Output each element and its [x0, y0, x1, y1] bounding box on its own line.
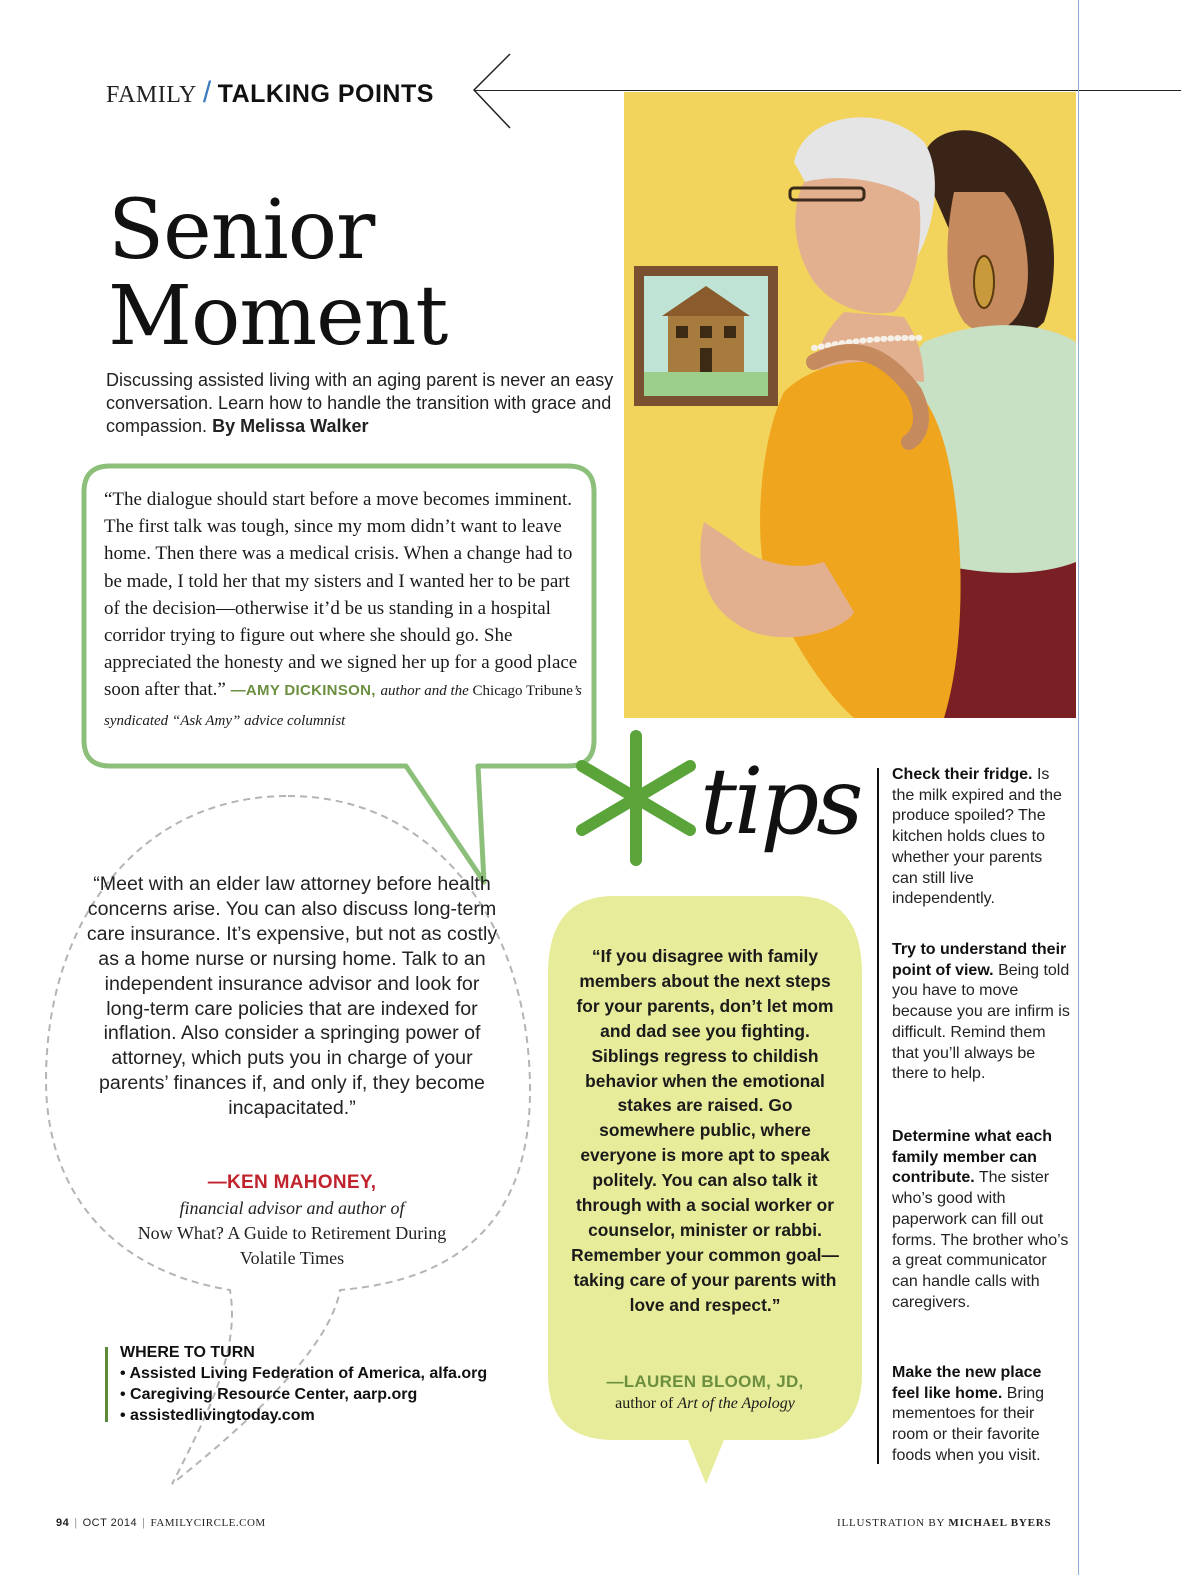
dek-text: Discussing assisted living with an aging parent is never an easy conversation. Learn how to handle the transition with grace and compassion. — [106, 370, 614, 436]
section-slash: / — [202, 76, 212, 109]
tip-heading: Try to understand their point of view. — [892, 941, 1067, 979]
tip-body: The sister who’s good with paperwork can fill out forms. The brother who’s a great communicator can handle calls with caregivers. — [892, 1169, 1069, 1311]
where-to-turn-item: • Caregiving Resource Center, aarp.org — [120, 1386, 418, 1403]
section-talking-points: TALKING POINTS — [217, 80, 434, 108]
quote-dickinson-text: “The dialogue should start before a move becomes imminent. The first talk was tough, since my mom didn’t want to leave home. Then there was a medical crisis. When a change had to be made, I told her that my sisters and I wanted her to be part of the decision—otherwise it’d be us standing in a hospital corridor trying to figure out where she should go. She appreciated the honesty and we signed her up for a good place soon after that.” — [104, 489, 578, 701]
role-publication: Chicago Tribune — [472, 683, 573, 700]
quote-mahoney-text: “Meet with an elder law attorney before health concerns arise. You can also discuss long-term care insurance. It’s expensive, but not as costly as a home nurse or nursing home. Talk to an independent insurance advisor and look for long-term care policies that are indexed for inflation. Also consider a springing power of attorney, which puts you in charge of your parents’ finances if, and only if, they become incapacitated.” — [86, 873, 498, 1120]
tip-body: Is the milk expired and the produce spoiled? The kitchen holds clues to whether your parents can still live independently. — [892, 766, 1062, 908]
tip-item — [892, 940, 1070, 1085]
quote-bloom-text: “If you disagree with family members about the next steps for your parents, don’t let mom and dad see you fighting. Siblings regress to childish behavior when the emotional stakes are raised. Go somewhere public, where everyone is more apt to speak politely. You can also talk it through with a social worker or counselor, minister or rabbi. Remember your common goal—taking care of your parents with love and respect.” — [571, 946, 839, 1315]
tips-heading: tips — [700, 748, 861, 855]
where-to-turn — [120, 1342, 487, 1426]
website: FAMILYCIRCLE.COM — [150, 1517, 266, 1529]
mahoney-role: financial advisor and author of — [179, 1198, 405, 1218]
credit-label: ILLUSTRATION BY — [837, 1517, 945, 1529]
credit-name: MICHAEL BYERS — [948, 1517, 1052, 1529]
tip-heading: Make the new place feel like home. — [892, 1364, 1042, 1402]
page-edge-rule — [1078, 0, 1079, 1575]
quote-bloom-name: —LAUREN BLOOM, JD, — [606, 1372, 804, 1391]
asterisk-icon — [566, 728, 706, 868]
tip-body: Being told you have to move because you are infirm is difficult. Remind them that you’ll always be there to help. — [892, 961, 1070, 1083]
quote-dickinson — [104, 486, 584, 735]
bloom-book: Art of the Apology — [677, 1395, 795, 1412]
role-prefix: author and the — [380, 683, 469, 700]
byline: By Melissa Walker — [212, 416, 369, 436]
illustration — [624, 92, 1076, 718]
quote-mahoney-role — [86, 1196, 498, 1271]
page-footer: 94 | OCT 2014 | FAMILYCIRCLE.COM — [56, 1517, 266, 1529]
dek — [106, 369, 616, 438]
issue-date: OCT 2014 — [82, 1517, 138, 1529]
tip-item — [892, 1127, 1070, 1313]
tip-heading: Check their fridge. — [892, 766, 1033, 783]
header-rule — [474, 90, 1181, 91]
page-number: 94 — [56, 1517, 70, 1529]
quote-dickinson-name: —AMY DICKINSON, — [230, 682, 376, 700]
page-title — [108, 183, 448, 364]
role-suffix: ’s syndicated “Ask Amy” advice columnist — [104, 683, 582, 729]
title-line-2: Moment — [108, 269, 448, 364]
illustration-credit — [837, 1517, 1051, 1529]
tip-heading: Determine what each family member can contribute. — [892, 1128, 1053, 1187]
tip-body: Bring mementoes for their room or their favorite foods when you visit. — [892, 1384, 1045, 1464]
where-to-turn-item: • Assisted Living Federation of America, alfa.org — [120, 1365, 488, 1382]
quote-bloom-role — [568, 1395, 842, 1413]
bloom-role: author of — [615, 1395, 674, 1412]
tip-item — [892, 1363, 1070, 1467]
where-to-turn-heading: WHERE TO TURN — [120, 1344, 255, 1361]
where-to-turn-bar — [105, 1347, 108, 1422]
section-family: FAMILY — [106, 82, 197, 108]
arrow-left-icon — [470, 52, 514, 132]
framed-house-picture — [634, 266, 778, 406]
tips-column-rule — [877, 768, 879, 1464]
title-line-1: Senior — [108, 183, 375, 278]
section-label — [106, 76, 434, 110]
where-to-turn-item: • assistedlivingtoday.com — [120, 1407, 315, 1424]
tip-item — [892, 765, 1070, 910]
mahoney-book: Now What? A Guide to Retirement During Volatile Times — [137, 1223, 447, 1268]
quote-mahoney-name: —KEN MAHONEY, — [207, 1172, 377, 1193]
